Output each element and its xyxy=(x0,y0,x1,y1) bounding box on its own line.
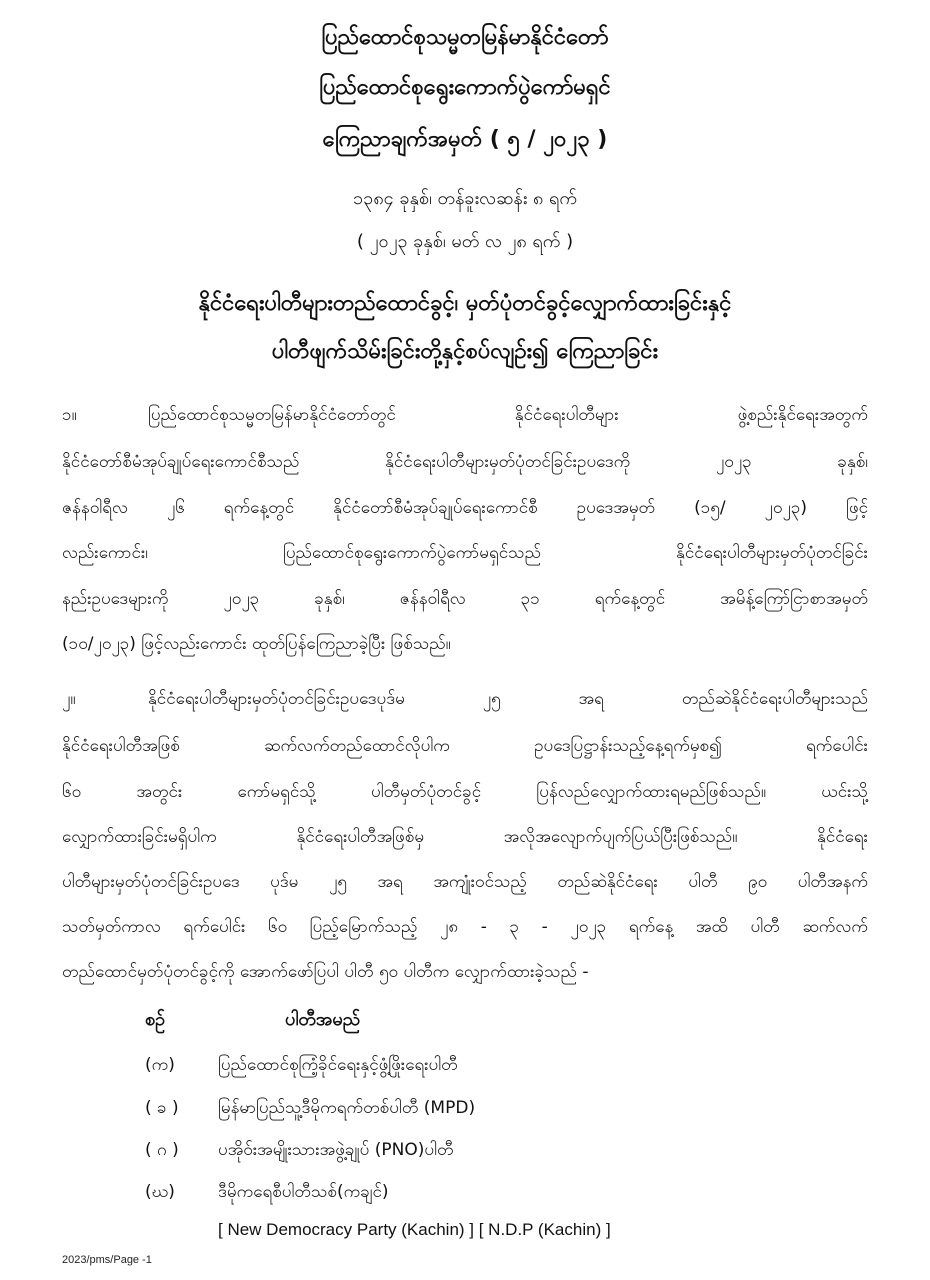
paragraph-1-line: နည်းဥပဒေများကို ၂၀၂၃ ခုနှစ်၊ ဇန်နဝါရီလ ၃၁ ရက်နေ့တွင် အမိန့်ကြော်ငြာစာအမှတ် xyxy=(62,589,868,609)
paragraph-1-line: ဇန်နဝါရီလ ၂၆ ရက်နေ့တွင် နိုင်ငံတော်စီမံအုပ်ချုပ်ရေးကောင်စီ ဥပဒေအမှတ် (၁၅/ ၂၀၂၃) ဖြင့် xyxy=(62,498,868,518)
paragraph-1-line: ပြည်ထောင်စုသမ္မတမြန်မာနိုင်ငံတော်တွင် နိုင်ငံရေးပါတီများ ဖွဲ့စည်းနိုင်ရေးအတွက် xyxy=(148,405,868,425)
column-header-party-name: ပါတီအမည် xyxy=(285,1009,361,1030)
paragraph-2-line: ပါတီများမှတ်ပုံတင်ခြင်းဥပဒေ ပုဒ်မ ၂၅ အရ အကျုံးဝင်သည့် တည်ဆဲနိုင်ငံရေး ပါတီ ၉၀ ပါတီအနက် xyxy=(62,872,868,892)
announcement-number: ကြေညာချက်အမှတ် ( ၅ / ၂၀၂၃ ) xyxy=(322,127,608,152)
party-row-index: ( ဂ ) xyxy=(145,1140,179,1160)
paragraph-2-line: သတ်မှတ်ကာလ ရက်ပေါင်း ၆၀ ပြည့်မြောက်သည့် ၂၈ - ၃ - ၂၀၂၃ ရက်နေ့ အထိ ပါတီ ဆက်လက် xyxy=(62,917,868,937)
party-row-index: (က) xyxy=(145,1055,175,1075)
date-myanmar: ၁၃၈၄ ခုနှစ်၊ တန်ခူးလဆန်း ၈ ရက် xyxy=(353,188,577,209)
column-header-number: စဉ် xyxy=(145,1009,166,1030)
paragraph-2-line: တည်ထောင်မှတ်ပုံတင်ခွင့်ကို အောက်ဖော်ပြပါ ပါတီ ၅၀ ပါတီက လျှောက်ထားခဲ့သည် - xyxy=(62,962,589,982)
party-english-name: [ New Democracy Party (Kachin) ] [ N.D.P (Kachin) ] xyxy=(218,1220,611,1239)
paragraph-2-line: နိုင်ငံရေးပါတီများမှတ်ပုံတင်ခြင်းဥပဒေပုဒ်မ ၂၅ အရ တည်ဆဲနိုင်ငံရေးပါတီများသည် xyxy=(148,689,868,709)
party-row-index: ( ခ ) xyxy=(145,1098,179,1118)
paragraph-1-line: နိုင်ငံတော်စီမံအုပ်ချုပ်ရေးကောင်စီသည် နိုင်ငံရေးပါတီများမှတ်ပုံတင်ခြင်းဥပဒေကို ၂၀၂၃ ခုနှစ်၊ xyxy=(62,452,868,472)
date-gregorian: ( ၂၀၂၃ ခုနှစ်၊ မတ် လ ၂၈ ရက် ) xyxy=(356,231,574,252)
party-row-index: (ဃ) xyxy=(145,1182,175,1202)
paragraph-2-number: ၂။ xyxy=(62,689,76,709)
paragraph-1-line: (၁၀/၂၀၂၃) ဖြင့်လည်းကောင်း ထုတ်ပြန်ကြေညာခဲ့ပြီး ဖြစ်သည်။ xyxy=(62,634,451,654)
party-row-name: ဒီမိုကရေစီပါတီသစ်(ကချင်) xyxy=(218,1182,389,1202)
subject-line-1: နိုင်ငံရေးပါတီများတည်ထောင်ခွင့်၊ မှတ်ပုံတင်ခွင့်လျှောက်ထားခြင်းနှင့် xyxy=(198,291,732,316)
party-row-name: ပအိုဝ်းအမျိုးသားအဖွဲ့ချုပ် (PNO)ပါတီ xyxy=(218,1140,454,1160)
paragraph-2-line: နိုင်ငံရေးပါတီအဖြစ် ဆက်လက်တည်ထောင်လိုပါက ဥပဒေပြဋ္ဌာန်းသည့်နေ့ရက်မှစ၍ ရက်ပေါင်း xyxy=(62,736,868,756)
paragraph-2-line: ၆၀ အတွင်း ကော်မရှင်သို့ ပါတီမှတ်ပုံတင်ခွင့် ပြန်လည်လျှောက်ထားရမည်ဖြစ်သည်။ ယင်းသို့ xyxy=(62,782,868,802)
paragraph-2-line: လျှောက်ထားခြင်းမရှိပါက နိုင်ငံရေးပါတီအဖြစ်မှ အလိုအလျောက်ပျက်ပြယ်ပြီးဖြစ်သည်။ နိုင်ငံရေး xyxy=(62,827,868,847)
subject-line-2: ပါတီဖျက်သိမ်းခြင်းတို့နှင့်စပ်လျဉ်း၍ ကြေညာခြင်း xyxy=(271,339,659,364)
state-title: ပြည်ထောင်စုသမ္မတမြန်မာနိုင်ငံတော် xyxy=(321,25,609,50)
paragraph-1-number: ၁။ xyxy=(62,405,77,425)
party-row-name: မြန်မာပြည်သူ့ဒီမိုကရက်တစ်ပါတီ (MPD) xyxy=(218,1098,476,1118)
party-row-name: ပြည်ထောင်စုကြံ့ခိုင်ရေးနှင့်ဖွံ့ဖြိုးရေးပါတီ xyxy=(218,1055,458,1075)
commission-title: ပြည်ထောင်စုရွေးကောက်ပွဲကော်မရှင် xyxy=(319,75,611,100)
page-reference: 2023/pms/Page -1 xyxy=(62,1254,152,1266)
paragraph-1-line: လည်းကောင်း၊ ပြည်ထောင်စုရွေးကောက်ပွဲကော်မရှင်သည် နိုင်ငံရေးပါတီများမှတ်ပုံတင်ခြင်း xyxy=(62,543,868,563)
